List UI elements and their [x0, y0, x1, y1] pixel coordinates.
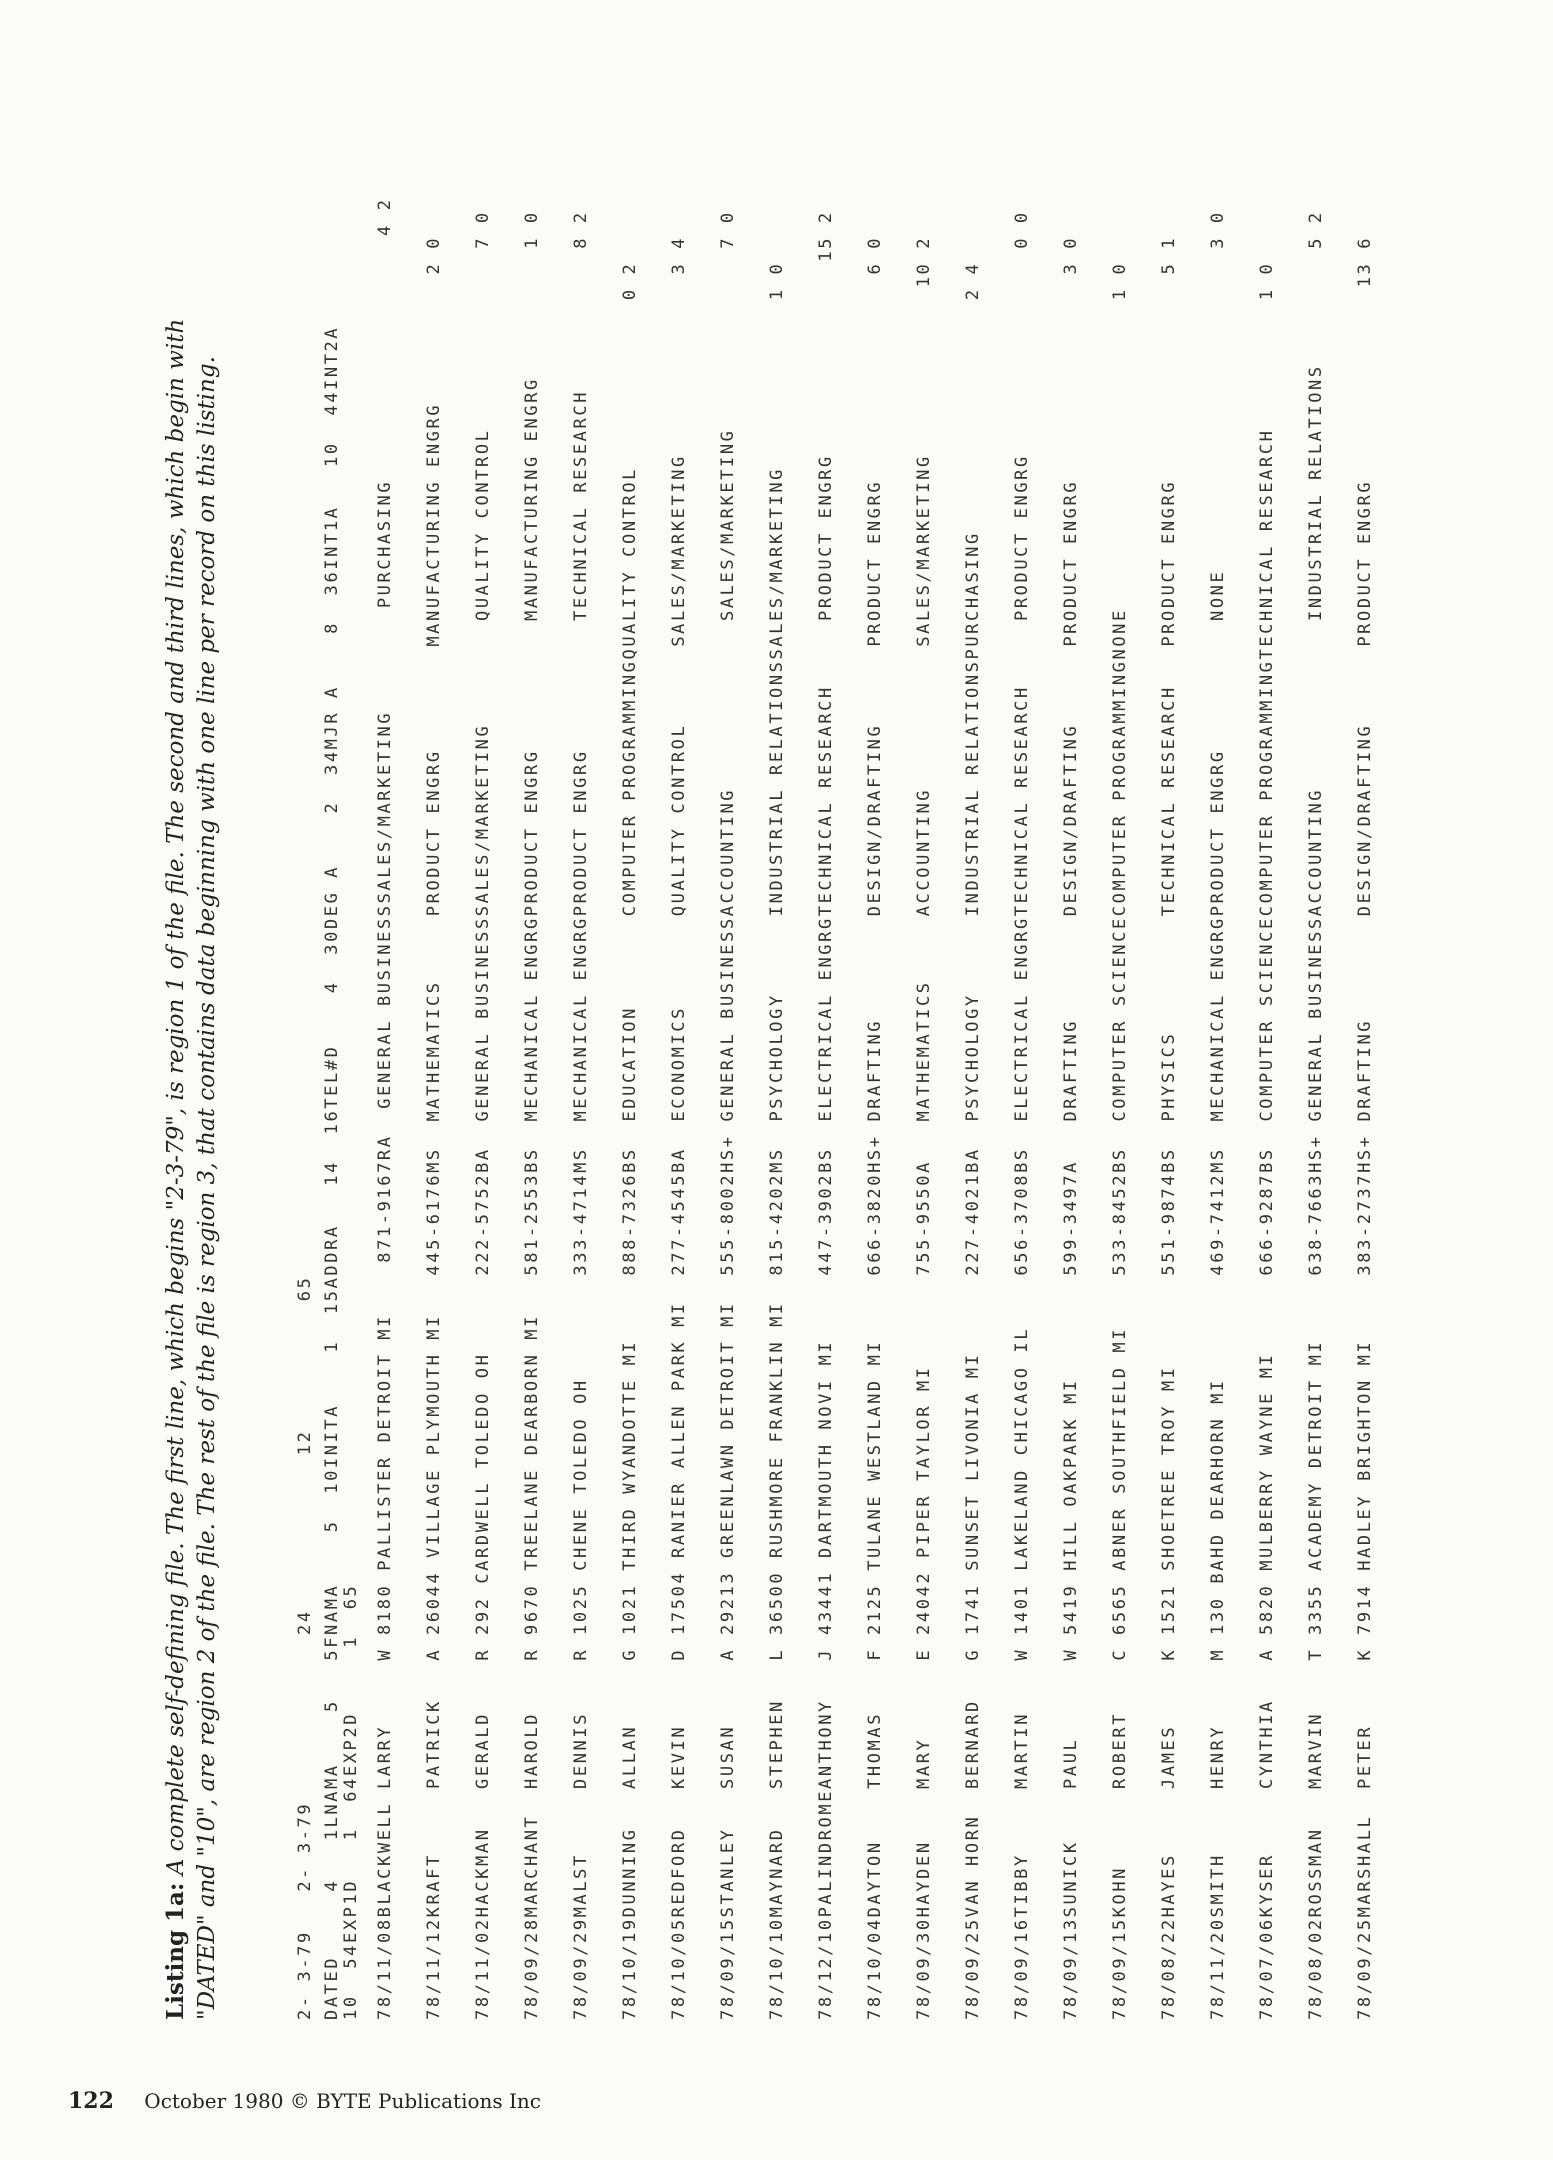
file-listing — [296, 160, 1390, 2020]
header-line-1: DATED 4 1LNAMA 5 5FNAMA 5 10INITA 1 15ADDRA 14 16TEL#D 4 30DEG A 2 34MJR A 8 36INT1A 10 44INT2A — [322, 325, 342, 2020]
page-number: 122 — [68, 2088, 114, 2114]
record-line: 78/09/16TIBBY MARTIN W 1401 LAKELAND CHICAGO IL 656-3708BS ELECTRICAL ENGRGTECHNICAL RESEARCH PRODUCT ENGRG 0 0 — [1012, 210, 1032, 2020]
record-line: 78/10/04DAYTON THOMAS F 2125 TULANE WESTLAND MI 666-3820HS+ DRAFTING DESIGN/DRAFTING PRODUCT ENGRG 6 0 — [865, 235, 885, 2020]
record-line: 78/11/12KRAFT PATRICK A 26044 VILLAGE PLYMOUTH MI 445-6176MS MATHEMATICS PRODUCT ENGRG MANUFACTURING ENGRG 2 0 — [424, 235, 444, 2020]
record-line: 78/10/05REDFORD KEVIN D 17504 RANIER ALLEN PARK MI 277-4545BA ECONOMICS QUALITY CONTROL SALES/MARKETING 3 4 — [669, 235, 689, 2020]
region1-line: 2- 3-79 2- 3-79 24 12 65 — [295, 1275, 315, 2020]
header-line-2: 10 54EXP1D 1 64EXP2D 1 65 — [341, 1583, 361, 2020]
record-line: 78/09/29MALST DENNIS R 1025 CHENE TOLEDO OH 333-4714MS MECHANICAL ENGRGPRODUCT ENGRG TECHNICAL RESEARCH 8 2 — [571, 210, 591, 2020]
record-line: 78/09/25MARSHALL PETER K 7914 HADLEY BRIGHTON MI 383-2737HS+ DRAFTING DESIGN/DRAFTING PRODUCT ENGRG 13 6 — [1355, 235, 1375, 2020]
record-list — [361, 160, 1390, 2020]
record-line: 78/10/19DUNNING ALLAN G 1021 THIRD WYANDOTTE MI 888-7326BS EDUCATION COMPUTER PROGRAMMINGQUALITY CONTROL 0 2 — [620, 261, 640, 2020]
record-line: 78/09/13SUNICK PAUL W 5419 HILL OAKPARK MI 599-3497A DRAFTING DESIGN/DRAFTING PRODUCT ENGRG 3 0 — [1061, 235, 1081, 2020]
record-line: 78/07/06KYSER CYNTHIA A 5820 MULBERRY WAYNE MI 666-9287BS COMPUTER SCIENCECOMPUTER PROGRAMMINGTECHNICAL RESEARCH 1 0 — [1257, 261, 1277, 2020]
caption-text: A complete self-defining file. The first line, which begins "2-3-79", is region 1 of the file. The second and third lines, which begin with "DATED" and "10", are region 2 of the file. The rest of the file is region 3, that contains data beginning with one line per record on this listing. — [163, 318, 220, 2020]
record-line: 78/09/28MARCHANT HAROLD R 9670 TREELANE DEARBORN MI 581-2553BS MECHANICAL ENGRGPRODUCT ENGRG MANUFACTURING ENGRG 1 0 — [522, 210, 542, 2020]
record-line: 78/12/10PALINDROMEANTHONY J 43441 DARTMOUTH NOVI MI 447-3902BS ELECTRICAL ENGRGTECHNICAL RESEARCH PRODUCT ENGRG 15 2 — [816, 210, 836, 2020]
record-line: 78/09/15STANLEY SUSAN A 29213 GREENLAWN DETROIT MI 555-8002HS+ GENERAL BUSINESSACCOUNTING SALES/MARKETING 7 0 — [718, 210, 738, 2020]
record-line: 78/09/15KOHN ROBERT C 6565 ABNER SOUTHFIELD MI 533-8452BS COMPUTER SCIENCECOMPUTER PROGRAMMINGNONE 1 0 — [1110, 261, 1130, 2020]
record-line: 78/09/25VAN HORN BERNARD G 1741 SUNSET LIVONIA MI 227-4021BA PSYCHOLOGY INDUSTRIAL RELATIONSPURCHASING 2 4 — [963, 261, 983, 2020]
record-line: 78/08/22HAYES JAMES K 1521 SHOETREE TROY MI 551-9874BS PHYSICS TECHNICAL RESEARCH PRODUCT ENGRG 5 1 — [1159, 235, 1179, 2020]
record-line: 78/11/20SMITH HENRY M 130 BAHD DEARHORN MI 469-7412MS MECHANICAL ENGRGPRODUCT ENGRG NONE 3 0 — [1208, 210, 1228, 2020]
record-line: 78/11/08BLACKWELL LARRY W 8180 PALLISTER DETROIT MI 871-9167RA GENERAL BUSINESSSALES/MARKETING PURCHASING 4 2 — [375, 197, 395, 2020]
rotated-listing-block — [160, 160, 1410, 2020]
page-footer — [68, 2088, 541, 2114]
record-line: 78/09/30HAYDEN MARY E 24042 PIPER TAYLOR MI 755-9550A MATHEMATICS ACCOUNTING SALES/MARKETING 10 2 — [914, 235, 934, 2020]
record-line: 78/08/02ROSSMAN MARVIN T 3355 ACADEMY DETROIT MI 638-7663HS+ GENERAL BUSINESSACCOUNTING INDUSTRIAL RELATIONS 5 2 — [1306, 210, 1326, 2020]
publication-line: October 1980 © BYTE Publications Inc — [144, 2089, 542, 2113]
listing-caption — [160, 240, 223, 2020]
record-line: 78/11/02HACKMAN GERALD R 292 CARDWELL TOLEDO OH 222-5752BA GENERAL BUSINESSSALES/MARKETING QUALITY CONTROL 7 0 — [473, 210, 493, 2020]
caption-title: Listing 1a: — [162, 1882, 189, 2020]
record-line: 78/10/10MAYNARD STEPHEN L 36500 RUSHMORE FRANKLIN MI 815-4202MS PSYCHOLOGY INDUSTRIAL RELATIONSSALES/MARKETING 1 0 — [767, 261, 787, 2020]
